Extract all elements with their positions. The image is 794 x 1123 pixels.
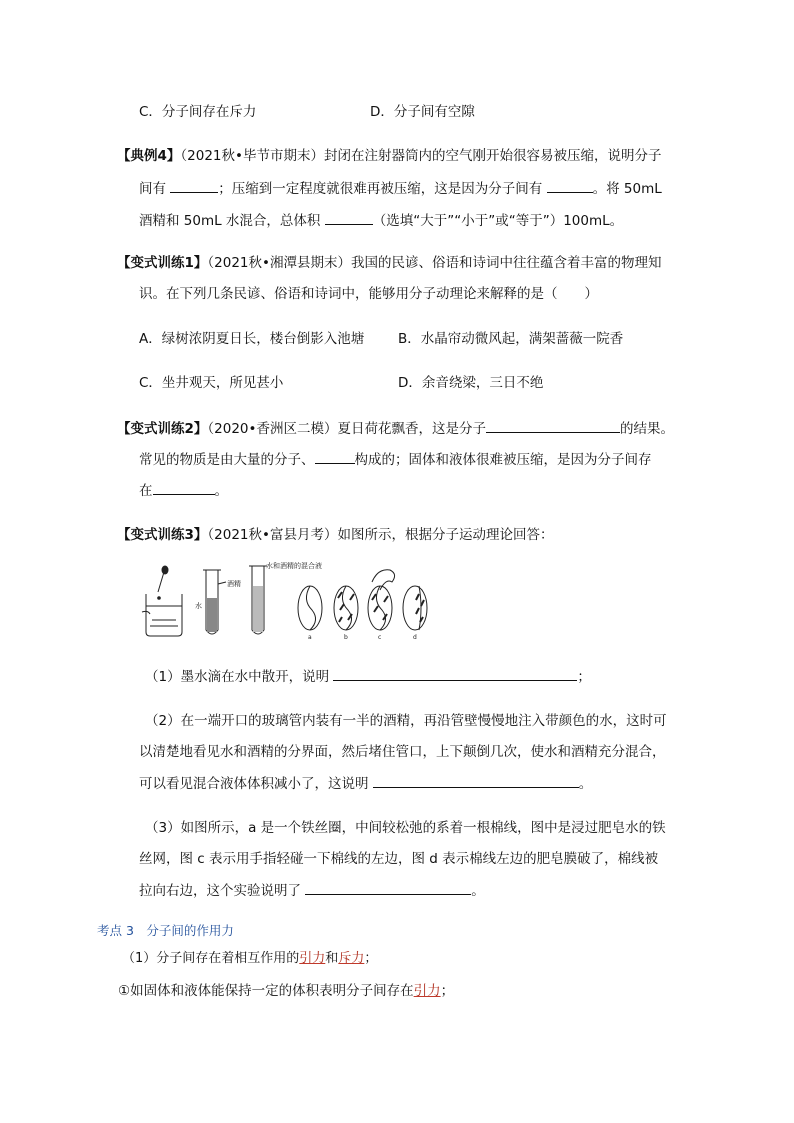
answer-blank[interactable] — [315, 449, 355, 464]
keyword-attraction: 引力 — [299, 951, 326, 966]
training-text: 我国的民谚、俗语和诗词中往往蕴含着丰富的物理知 — [350, 255, 662, 271]
part-3-line-1: （3）如图所示，a 是一个铁丝圈，中间较松弛的系着一根棉线，图中是浸过肥皂水的铁 — [145, 820, 666, 836]
text-segment: （选填“大于”“小于”或“等于”）100mL。 — [372, 213, 624, 229]
text-segment: 酒精和 50mL 水混合，总体积 — [139, 213, 321, 229]
text-segment: ； — [440, 983, 455, 999]
text-segment: （1）墨水滴在水中散开，说明 — [145, 669, 330, 685]
text-segment: 夏日荷花飘香，这是分子 — [337, 421, 486, 437]
text-segment: 可以看见混合液体体积减小了，这说明 — [139, 776, 369, 792]
wire-loop-b-icon — [334, 586, 358, 630]
training-1-line-2: 识。在下列几条民谚、俗语和诗词中，能够用分子动理论来解释的是（ ） — [139, 286, 598, 302]
example-4-line-2 — [139, 178, 662, 199]
text-segment: 。将 50mL — [592, 181, 662, 197]
text-segment: ①如固体和液体能保持一定的体积表明分子间存在 — [118, 983, 414, 999]
training-3-line-1 — [117, 525, 553, 545]
kp3-line-2 — [118, 981, 454, 1001]
answer-blank[interactable] — [373, 773, 579, 788]
option-c: C．坐井观天，所见甚小 — [139, 375, 284, 391]
wire-loop-d-icon — [403, 586, 427, 630]
tube-alcohol-water-icon — [203, 570, 226, 634]
text-segment: 。 — [471, 883, 485, 899]
answer-blank[interactable] — [305, 880, 471, 895]
text-segment: ； — [577, 669, 591, 685]
example-tag: 【典例4】 — [117, 148, 181, 164]
answer-blank[interactable] — [486, 418, 620, 433]
training-2-line-2 — [139, 449, 652, 470]
answer-blank[interactable] — [325, 210, 373, 225]
example-source: （2021秋•毕节市期末） — [180, 148, 324, 164]
experiment-figure — [140, 560, 440, 642]
text-segment: 间有 — [139, 181, 166, 197]
beaker-icon — [142, 566, 182, 636]
answer-blank[interactable] — [333, 666, 577, 681]
label-alcohol: 酒精 — [227, 580, 241, 588]
section-heading: 考点 3 分子间的作用力 — [97, 923, 234, 938]
kp3-line-1 — [122, 949, 377, 969]
text-segment: 。 — [214, 483, 228, 499]
label-b: b — [344, 634, 348, 641]
training-tag: 【变式训练2】 — [117, 421, 208, 437]
example-4-line-3 — [139, 210, 623, 231]
label-d: d — [413, 634, 417, 641]
example-4-line-1 — [117, 146, 661, 166]
part-1 — [145, 666, 591, 687]
answer-blank[interactable] — [547, 178, 593, 193]
part-3-line-3 — [139, 880, 485, 901]
tube-mixed-icon — [249, 566, 267, 634]
part-3-line-2: 丝网，图 c 表示用手指轻碰一下棉线的左边，图 d 表示棉线左边的肥皂膜破了，棉线被 — [139, 851, 659, 867]
text-segment: （1）分子间存在着相互作用的 — [122, 951, 300, 966]
option-a: A．绿树浓阴夏日长，楼台倒影入池塘 — [139, 331, 365, 347]
text-segment: ；压缩到一定程度就很难再被压缩，这是因为分子间有 — [218, 181, 543, 197]
example-text: 封闭在注射器筒内的空气刚开始很容易被压缩，说明分子 — [323, 148, 662, 164]
training-1-line-1 — [117, 253, 661, 273]
keyword-attraction: 引力 — [413, 983, 441, 999]
text-segment: 和 — [325, 951, 339, 966]
training-source: （2021秋•湘潭县期末） — [207, 255, 351, 271]
part-2-line-1: （2）在一端开口的玻璃管内装有一半的酒精，再沿管壁慢慢地注入带颜色的水，这时可 — [145, 713, 667, 729]
part-2-line-2: 以清楚地看见水和酒精的分界面，然后堵住管口，上下颠倒几次，使水和酒精充分混合， — [139, 744, 666, 760]
text-segment: 拉向右边，这个实验说明了 — [139, 883, 301, 899]
text-segment: 常见的物质是由大量的分子、 — [139, 452, 315, 468]
training-2-line-1 — [117, 418, 674, 439]
label-mixture: 水和酒精的混合液 — [266, 562, 322, 570]
option-d: D．余音绕梁，三日不绝 — [398, 375, 544, 391]
text-segment: ； — [364, 951, 378, 966]
training-source: （2020•香洲区二模） — [207, 421, 338, 437]
text-segment: 在 — [139, 483, 153, 499]
answer-blank[interactable] — [153, 480, 215, 495]
text-segment: 。 — [578, 776, 593, 792]
label-c: c — [378, 634, 382, 641]
option-d-prev: D．分子间有空隙 — [370, 104, 475, 120]
label-a: a — [308, 634, 312, 641]
option-c-prev: C．分子间存在斥力 — [139, 104, 257, 120]
option-b: B．水晶帘动微风起，满架蔷薇一院香 — [398, 331, 624, 347]
wire-loop-c-icon — [368, 570, 395, 630]
answer-blank[interactable] — [170, 178, 218, 193]
training-2-line-3 — [139, 480, 228, 501]
part-2-line-3 — [139, 773, 592, 794]
training-tag: 【变式训练3】 — [117, 527, 208, 543]
wire-loop-a-icon — [298, 586, 322, 630]
training-tag: 【变式训练1】 — [117, 255, 208, 271]
text-segment: 构成的；固体和液体很难被压缩，是因为分子间存 — [354, 452, 652, 468]
keyword-repulsion: 斥力 — [338, 951, 365, 966]
text-segment: 如图所示，根据分子运动理论回答： — [337, 527, 554, 543]
label-water: 水 — [195, 602, 202, 610]
training-source: （2021秋•富县月考） — [207, 527, 338, 543]
text-segment: 的结果。 — [619, 421, 674, 437]
